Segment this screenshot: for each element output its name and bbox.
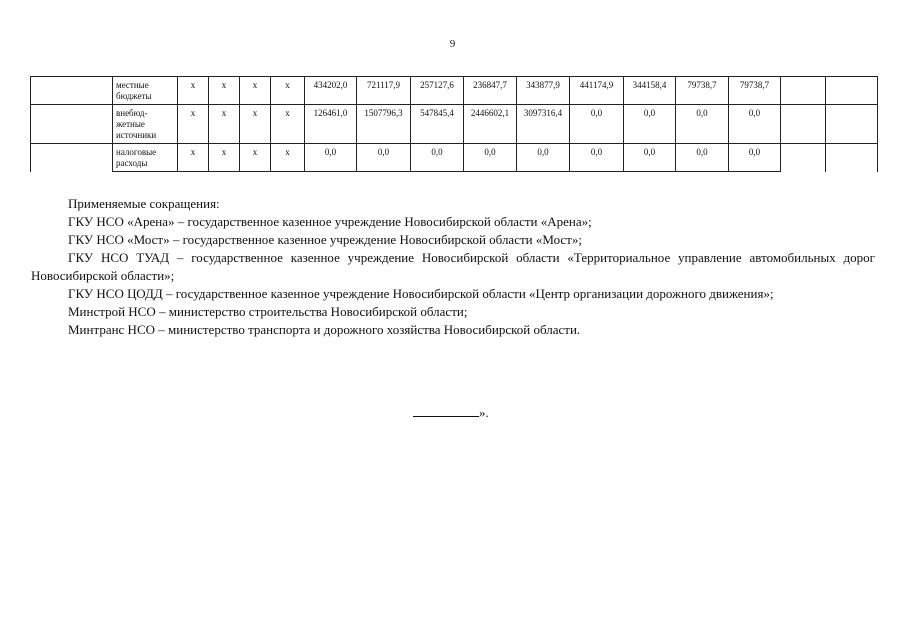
table-cell: 434202,0 — [305, 77, 357, 105]
table-cell: х — [178, 105, 209, 144]
blank-cell — [31, 77, 113, 105]
table-cell: х — [209, 77, 240, 105]
table-cell: 0,0 — [624, 144, 676, 172]
table-cell: 721117,9 — [357, 77, 411, 105]
table-cell: 1507796,3 — [357, 105, 411, 144]
abbreviation-mintrans: Минтранс НСО – министерство транспорта и дорожного хозяйства Новосибирской области. — [68, 322, 581, 337]
funding-source-line: бюджеты — [116, 91, 152, 101]
abbreviation-minstroy: Минстрой НСО – министерство строительства Новосибирской области; — [68, 304, 468, 319]
funding-source-cell — [113, 105, 178, 144]
document-end-mark — [413, 405, 489, 421]
table-cell: 344158,4 — [624, 77, 676, 105]
table-cell: 0,0 — [411, 144, 464, 172]
table-cell: 126461,0 — [305, 105, 357, 144]
table-cell: 257127,6 — [411, 77, 464, 105]
table-cell: 0,0 — [729, 105, 781, 144]
table-row — [31, 77, 878, 105]
table-cell: х — [209, 144, 240, 172]
funding-source-cell — [113, 77, 178, 105]
table-cell: 441174,9 — [570, 77, 624, 105]
table-row — [31, 144, 878, 172]
table-cell: 0,0 — [570, 144, 624, 172]
abbreviations-heading: Применяемые сокращения: — [68, 196, 220, 211]
table-cell: х — [240, 144, 271, 172]
table-cell: 0,0 — [464, 144, 517, 172]
table-cell: х — [178, 144, 209, 172]
table-cell: 0,0 — [357, 144, 411, 172]
blank-cell — [826, 144, 878, 172]
table-cell: 236847,7 — [464, 77, 517, 105]
page-number: 9 — [449, 38, 456, 50]
table-cell: 343877,9 — [517, 77, 570, 105]
table-cell: х — [209, 105, 240, 144]
table-cell: 547845,4 — [411, 105, 464, 144]
table-cell: 0,0 — [517, 144, 570, 172]
table-cell: х — [271, 77, 305, 105]
budget-table — [30, 76, 878, 172]
table-cell: х — [240, 77, 271, 105]
signature-line — [413, 405, 479, 417]
blank-cell — [826, 77, 878, 105]
closing-quote: ». — [479, 405, 489, 420]
table-cell: 79738,7 — [729, 77, 781, 105]
table-row — [31, 105, 878, 144]
table-cell: 2446602,1 — [464, 105, 517, 144]
funding-source-cell — [113, 144, 178, 172]
table-cell: х — [178, 77, 209, 105]
funding-source-line: налоговые — [116, 147, 157, 157]
abbreviation-arena: ГКУ НСО «Арена» – государственное казенное учреждение Новосибирской области «Арена»; — [68, 214, 592, 229]
table-cell: х — [240, 105, 271, 144]
funding-source-line: внебюд- — [116, 108, 148, 118]
funding-source-line: жетные — [116, 119, 145, 129]
funding-source-line: местные — [116, 80, 149, 90]
table-cell: х — [271, 105, 305, 144]
funding-source-line: расходы — [116, 158, 148, 168]
abbreviation-tuad: ГКУ НСО ТУАД – государственное казенное учреждение Новосибирской области «Территориальное управление автомобильных дорог Новосибирской области»; — [31, 250, 875, 283]
table-cell: 0,0 — [624, 105, 676, 144]
blank-cell — [781, 144, 826, 172]
blank-cell — [781, 77, 826, 105]
blank-cell — [31, 144, 113, 172]
abbreviations-section — [31, 195, 875, 339]
abbreviation-codd: ГКУ НСО ЦОДД – государственное казенное учреждение Новосибирской области «Центр организации дорожного движения»; — [68, 286, 774, 301]
table-cell: х — [271, 144, 305, 172]
abbreviation-most: ГКУ НСО «Мост» – государственное казенное учреждение Новосибирской области «Мост»; — [68, 232, 582, 247]
funding-source-line: источники — [116, 130, 157, 140]
table-cell: 0,0 — [570, 105, 624, 144]
blank-cell — [826, 105, 878, 144]
table-cell: 0,0 — [676, 105, 729, 144]
table-cell: 0,0 — [305, 144, 357, 172]
table-cell: 79738,7 — [676, 77, 729, 105]
blank-cell — [781, 105, 826, 144]
blank-cell — [31, 105, 113, 144]
table-cell: 3097316,4 — [517, 105, 570, 144]
table-cell: 0,0 — [729, 144, 781, 172]
table-cell: 0,0 — [676, 144, 729, 172]
